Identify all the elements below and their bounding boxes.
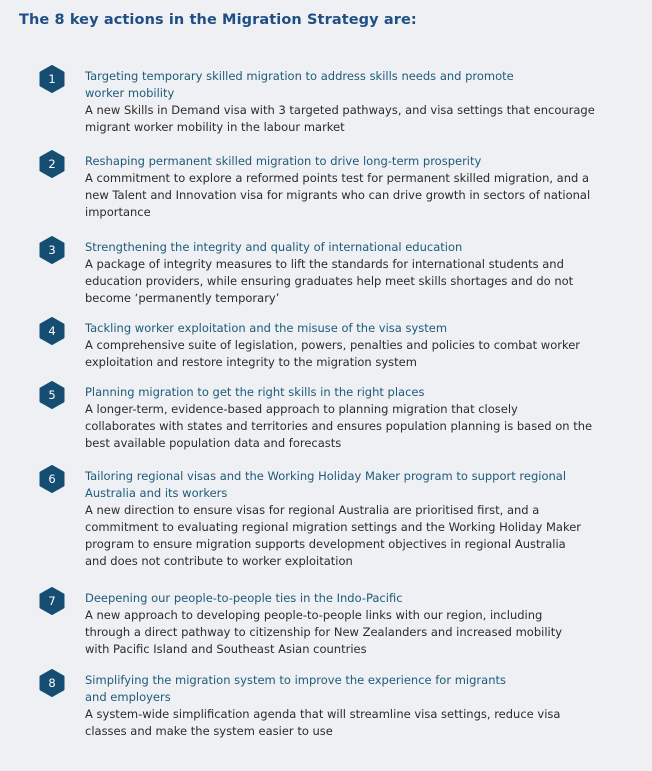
number-hexagon-icon [38, 669, 66, 697]
action-description-line: A comprehensive suite of legislation, powers, penalties and policies to combat worker [85, 338, 581, 352]
action-description-line: new Talent and Innovation visa for migrants who can drive growth in sectors of national [85, 188, 591, 202]
number-hexagon-icon [38, 65, 66, 93]
action-title-line: Reshaping permanent skilled migration to drive long-term prosperity [85, 154, 482, 168]
action-description-line: importance [85, 205, 151, 219]
action-number: 8 [48, 676, 56, 690]
action-text [85, 468, 630, 570]
action-description-line: A new direction to ensure visas for regional Australia are prioritised first, and a [85, 503, 540, 517]
number-hexagon-icon [38, 381, 66, 409]
action-text [85, 590, 630, 658]
action-description-line: A commitment to explore a reformed points test for permanent skilled migration, and a [85, 171, 590, 185]
action-description-line: A new approach to developing people-to-people links with our region, including [85, 608, 543, 622]
action-title-line: Simplifying the migration system to improve the experience for migrants [85, 673, 506, 687]
action-title-line: Targeting temporary skilled migration to address skills needs and promote [85, 69, 514, 83]
action-description-line: collaborates with states and territories and ensures population planning is based on the [85, 419, 593, 433]
action-description-line: A new Skills in Demand visa with 3 targeted pathways, and visa settings that encourage [85, 103, 595, 117]
action-number: 3 [48, 243, 56, 257]
action-text [85, 153, 630, 221]
action-description-line: classes and make the system easier to use [85, 724, 333, 738]
action-number: 4 [48, 324, 56, 338]
action-title-line: and employers [85, 690, 171, 704]
action-number: 7 [48, 594, 56, 608]
action-title-line: Tackling worker exploitation and the misuse of the visa system [85, 321, 448, 335]
action-description-line: education providers, while ensuring graduates help meet skills shortages and do not [85, 274, 574, 288]
action-title-line: Tailoring regional visas and the Working Holiday Maker program to support regional [85, 469, 567, 483]
action-text [85, 672, 630, 740]
action-number: 1 [48, 72, 56, 86]
action-description-line: A longer-term, evidence-based approach to planning migration that closely [85, 402, 518, 416]
action-description-line: with Pacific Island and Southeast Asian countries [85, 642, 367, 656]
action-description-line: commitment to evaluating regional migration settings and the Working Holiday Maker [85, 520, 582, 534]
action-text [85, 320, 630, 371]
action-text [85, 68, 630, 136]
number-hexagon-icon [38, 587, 66, 615]
action-description-line: through a direct pathway to citizenship for New Zealanders and increased mobility [85, 625, 563, 639]
action-title-line: worker mobility [85, 86, 175, 100]
action-text [85, 239, 630, 307]
page-heading: The 8 key actions in the Migration Strategy are: [19, 12, 417, 28]
action-description-line: and does not contribute to worker exploitation [85, 554, 353, 568]
action-description-line: become ‘permanently temporary’ [85, 291, 280, 305]
action-description-line: migrant worker mobility in the labour market [85, 120, 345, 134]
action-title-line: Deepening our people-to-people ties in the Indo-Pacific [85, 591, 403, 605]
number-hexagon-icon [38, 150, 66, 178]
action-description-line: exploitation and restore integrity to the migration system [85, 355, 417, 369]
action-number: 5 [48, 388, 56, 402]
action-description-line: A system-wide simplification agenda that will streamline visa settings, reduce visa [85, 707, 561, 721]
action-title-line: Planning migration to get the right skills in the right places [85, 385, 425, 399]
action-number: 6 [48, 472, 56, 486]
action-text [85, 384, 630, 452]
action-description-line: program to ensure migration supports development objectives in regional Australia [85, 537, 566, 551]
action-description-line: best available population data and forecasts [85, 436, 342, 450]
number-hexagon-icon [38, 236, 66, 264]
action-title-line: Strengthening the integrity and quality of international education [85, 240, 463, 254]
number-hexagon-icon [38, 465, 66, 493]
number-hexagon-icon [38, 317, 66, 345]
action-number: 2 [48, 157, 56, 171]
action-description-line: A package of integrity measures to lift the standards for international students and [85, 257, 564, 271]
action-title-line: Australia and its workers [85, 486, 228, 500]
